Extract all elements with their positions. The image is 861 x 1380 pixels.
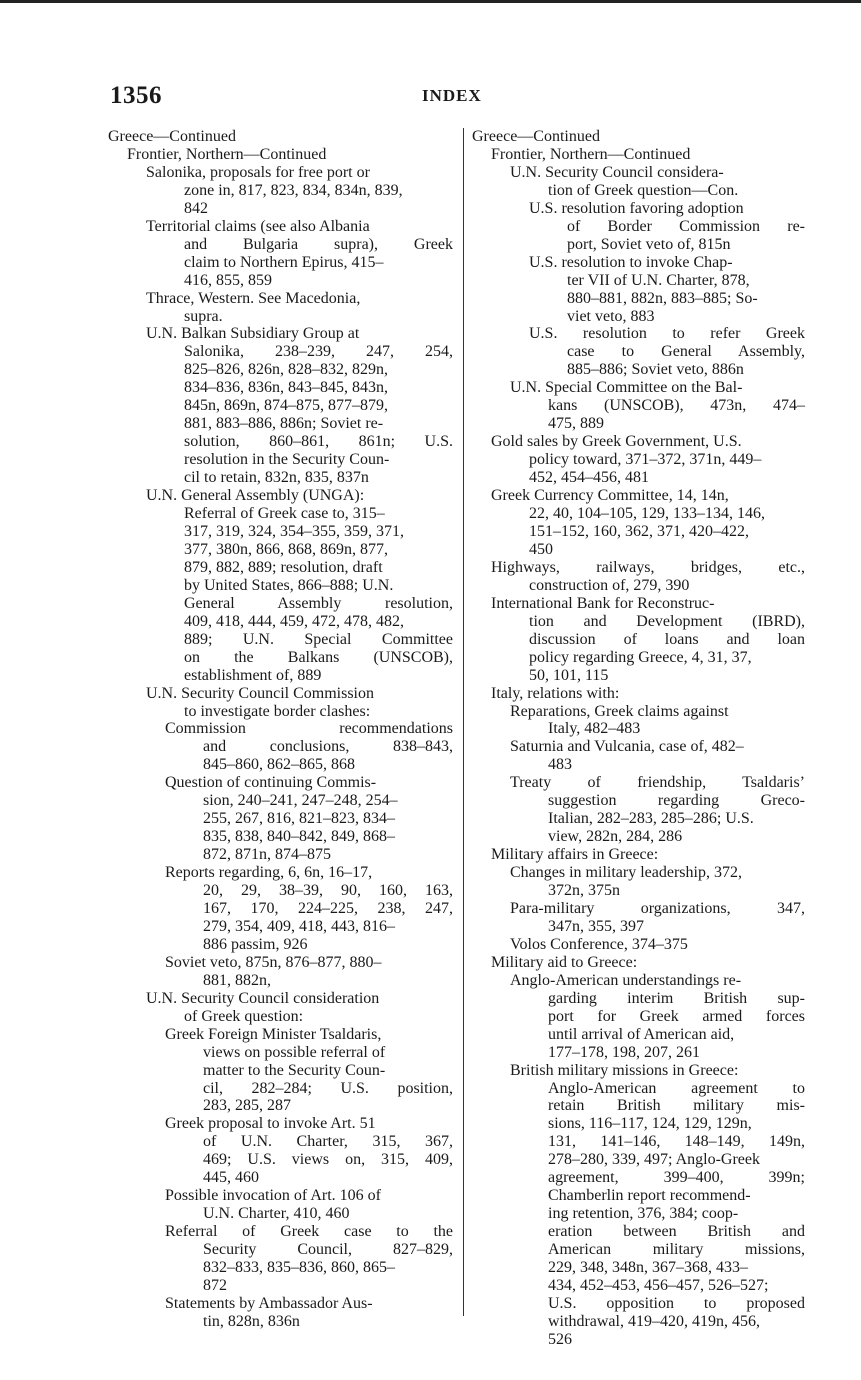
index-line: cil, 282–284; U.S. position,: [203, 1079, 453, 1097]
index-line: Anglo-American understandings re-: [510, 971, 742, 989]
index-line: Anglo-American agreement to: [548, 1079, 805, 1097]
index-line: sion, 240–241, 247–248, 254–: [203, 792, 398, 810]
index-line: Greek Foreign Minister Tsaldaris,: [165, 1025, 382, 1043]
index-line: Referral of Greek case to, 315–: [184, 505, 385, 523]
index-line: Thrace, Western. See Macedonia,: [146, 289, 361, 307]
index-line: Saturnia and Vulcania, case of, 482–: [510, 738, 744, 756]
index-line: 445, 460: [203, 1169, 259, 1187]
index-line: ter VII of U.N. Charter, 878,: [567, 271, 750, 289]
index-line: solution, 860–861, 861n; U.S.: [184, 433, 453, 451]
index-line: on the Balkans (UNSCOB),: [184, 648, 453, 666]
index-line: Italian, 282–283, 285–286; U.S.: [548, 810, 754, 828]
index-line: U.S. resolution to invoke Chap-: [529, 253, 733, 271]
index-line: U.N. Special Committee on the Bal-: [510, 379, 743, 397]
index-line: Possible invocation of Art. 106 of: [165, 1187, 381, 1205]
index-line: construction of, 279, 390: [529, 576, 690, 594]
index-line: U.N. Security Council Commission: [146, 684, 374, 702]
index-line: Italy, relations with:: [491, 684, 620, 702]
index-line: tion and Development (IBRD),: [529, 612, 805, 630]
index-line: U.S. resolution to refer Greek: [529, 325, 805, 343]
index-line: discussion of loans and loan: [529, 630, 805, 648]
index-line: Reparations, Greek claims against: [510, 702, 729, 720]
index-line: 889; U.N. Special Committee: [184, 630, 453, 648]
index-line: claim to Northern Epirus, 415–: [184, 253, 384, 271]
index-line: 20, 29, 38–39, 90, 160, 163,: [203, 882, 453, 900]
index-line: 278–280, 339, 497; Anglo-Greek: [548, 1151, 760, 1169]
index-line: International Bank for Reconstruc-: [491, 594, 715, 612]
index-line: withdrawal, 419–420, 419n, 456,: [548, 1312, 760, 1330]
index-line: garding interim British sup-: [548, 989, 805, 1007]
index-line: and Bulgaria supra), Greek: [184, 235, 453, 253]
index-line: retain British military mis-: [548, 1097, 805, 1115]
index-line: port, Soviet veto of, 815n: [567, 235, 731, 253]
index-line: 177–178, 198, 207, 261: [548, 1043, 700, 1061]
index-line: U.S. resolution favoring adoption: [529, 199, 744, 217]
index-line: and conclusions, 838–843,: [203, 738, 453, 756]
index-line: port for Greek armed forces: [548, 1007, 805, 1025]
index-line: 825–826, 826n, 828–832, 829n,: [184, 361, 388, 379]
index-column-right: [472, 128, 805, 1349]
index-line: sions, 116–117, 124, 129, 129n,: [548, 1115, 752, 1133]
index-line: views on possible referral of: [203, 1043, 386, 1061]
index-line: Treaty of friendship, Tsaldaris’: [510, 774, 805, 792]
index-line: Military affairs in Greece:: [491, 846, 659, 864]
index-line: 881, 882n,: [203, 971, 271, 989]
index-line: American military missions,: [548, 1241, 805, 1259]
index-line: ing retention, 376, 384; coop-: [548, 1205, 739, 1223]
index-line: of Greek question:: [184, 1007, 304, 1025]
index-line: U.S. opposition to proposed: [548, 1294, 805, 1312]
index-line: 317, 319, 324, 354–355, 359, 371,: [184, 522, 404, 540]
index-line: case to General Assembly,: [567, 343, 805, 361]
index-line: 50, 101, 115: [529, 666, 609, 684]
index-line: viet veto, 883: [567, 307, 655, 325]
index-line: eration between British and: [548, 1223, 805, 1241]
index-line: Changes in military leadership, 372,: [510, 864, 742, 882]
index-line: 886 passim, 926: [203, 935, 308, 953]
index-line: 131, 141–146, 148–149, 149n,: [548, 1133, 805, 1151]
index-line: Salonika, 238–239, 247, 254,: [184, 343, 453, 361]
index-line: 885–886; Soviet veto, 886n: [567, 361, 744, 379]
index-line: 881, 883–886, 886n; Soviet re-: [184, 415, 384, 433]
index-line: Frontier, Northern—Continued: [491, 145, 691, 163]
index-line: 450: [529, 540, 553, 558]
index-line: 879, 882, 889; resolution, draft: [184, 558, 383, 576]
index-line: U.N. Security Council considera-: [510, 163, 724, 181]
index-line: supra.: [184, 307, 223, 325]
index-line: 409, 418, 444, 459, 472, 478, 482,: [184, 612, 404, 630]
index-line: 255, 267, 816, 821–823, 834–: [203, 810, 395, 828]
index-line: 526: [548, 1330, 572, 1348]
index-line: Reports regarding, 6, 6n, 16–17,: [165, 864, 373, 882]
index-line: U.N. General Assembly (UNGA):: [146, 487, 365, 505]
index-line: Salonika, proposals for free port or: [146, 163, 370, 181]
index-line: 372n, 375n: [548, 882, 620, 900]
index-line: 483: [548, 756, 572, 774]
index-line: 151–152, 160, 362, 371, 420–422,: [529, 522, 749, 540]
index-line: Statements by Ambassador Aus-: [165, 1294, 373, 1312]
index-line: to investigate border clashes:: [184, 702, 371, 720]
index-line: Highways, railways, bridges, etc.,: [491, 558, 805, 576]
index-line: of Border Commission re-: [567, 217, 805, 235]
index-line: Gold sales by Greek Government, U.S.: [491, 433, 742, 451]
index-line: 283, 285, 287: [203, 1097, 291, 1115]
index-line: Greek proposal to invoke Art. 51: [165, 1115, 376, 1133]
index-line: resolution in the Security Coun-: [184, 451, 390, 469]
index-line: tion of Greek question—Con.: [548, 181, 739, 199]
index-line: 880–881, 882n, 883–885; So-: [567, 289, 758, 307]
index-line: 452, 454–456, 481: [529, 469, 649, 487]
index-line: Greece—Continued: [472, 128, 600, 145]
index-column-left: [108, 128, 453, 1331]
index-line: 872: [203, 1277, 227, 1294]
index-line: 835, 838, 840–842, 849, 868–: [203, 828, 395, 846]
index-line: policy toward, 371–372, 371n, 449–: [529, 451, 762, 469]
index-line: 229, 348, 348n, 367–368, 433–: [548, 1259, 748, 1277]
index-line: 475, 889: [548, 415, 604, 433]
index-line: policy regarding Greece, 4, 31, 37,: [529, 648, 752, 666]
index-line: Security Council, 827–829,: [203, 1241, 453, 1259]
index-line: 416, 855, 859: [184, 271, 272, 289]
index-line: 377, 380n, 866, 868, 869n, 877,: [184, 540, 388, 558]
index-line: 872, 871n, 874–875: [203, 846, 331, 864]
index-line: of U.N. Charter, 315, 367,: [203, 1133, 453, 1151]
index-line: cil to retain, 832n, 835, 837n: [184, 469, 369, 487]
running-header: INDEX: [422, 86, 482, 105]
index-line: Greece—Continued: [108, 128, 236, 145]
index-line: British military missions in Greece:: [510, 1061, 739, 1079]
page-number: 1356: [110, 82, 162, 109]
index-line: Chamberlin report recommend-: [548, 1187, 751, 1205]
index-line: 845–860, 862–865, 868: [203, 756, 355, 774]
index-line: Commission recommendations: [165, 720, 453, 738]
index-line: zone in, 817, 823, 834, 834n, 839,: [184, 181, 403, 199]
index-line: Referral of Greek case to the: [165, 1223, 453, 1241]
index-line: agreement, 399–400, 399n;: [548, 1169, 805, 1187]
index-line: Italy, 482–483: [548, 720, 641, 738]
index-line: U.N. Charter, 410, 460: [203, 1205, 350, 1223]
index-line: suggestion regarding Greco-: [548, 792, 805, 810]
index-line: Soviet veto, 875n, 876–877, 880–: [165, 953, 382, 971]
index-line: Frontier, Northern—Continued: [127, 145, 327, 163]
index-line: 434, 452–453, 456–457, 526–527;: [548, 1277, 769, 1294]
index-line: view, 282n, 284, 286: [548, 828, 683, 846]
index-line: 469; U.S. views on, 315, 409,: [203, 1151, 453, 1169]
page-top-rule: [0, 0, 861, 3]
index-line: 167, 170, 224–225, 238, 247,: [203, 899, 453, 917]
index-line: 22, 40, 104–105, 129, 133–134, 146,: [529, 505, 765, 523]
index-line: matter to the Security Coun-: [203, 1061, 386, 1079]
index-line: Territorial claims (see also Albania: [146, 217, 370, 235]
index-line: Question of continuing Commis-: [165, 774, 377, 792]
column-divider: [463, 128, 464, 1316]
index-line: until arrival of American aid,: [548, 1025, 735, 1043]
index-line: 832–833, 835–836, 860, 865–: [203, 1259, 395, 1277]
index-line: kans (UNSCOB), 473n, 474–: [548, 397, 805, 415]
index-line: by United States, 866–888; U.N.: [184, 576, 394, 594]
index-line: 834–836, 836n, 843–845, 843n,: [184, 379, 388, 397]
index-line: Greek Currency Committee, 14, 14n,: [491, 487, 729, 505]
index-line: Volos Conference, 374–375: [510, 935, 688, 953]
index-line: tin, 828n, 836n: [203, 1312, 300, 1330]
index-line: 279, 354, 409, 418, 443, 816–: [203, 917, 395, 935]
index-line: 842: [184, 199, 208, 217]
index-line: Para-military organizations, 347,: [510, 899, 805, 917]
index-line: 845n, 869n, 874–875, 877–879,: [184, 397, 388, 415]
index-line: U.N. Security Council consideration: [146, 989, 380, 1007]
index-line: General Assembly resolution,: [184, 594, 453, 612]
index-line: 347n, 355, 397: [548, 917, 644, 935]
index-line: U.N. Balkan Subsidiary Group at: [146, 325, 360, 343]
index-line: establishment of, 889: [184, 666, 322, 684]
index-line: Military aid to Greece:: [491, 953, 638, 971]
